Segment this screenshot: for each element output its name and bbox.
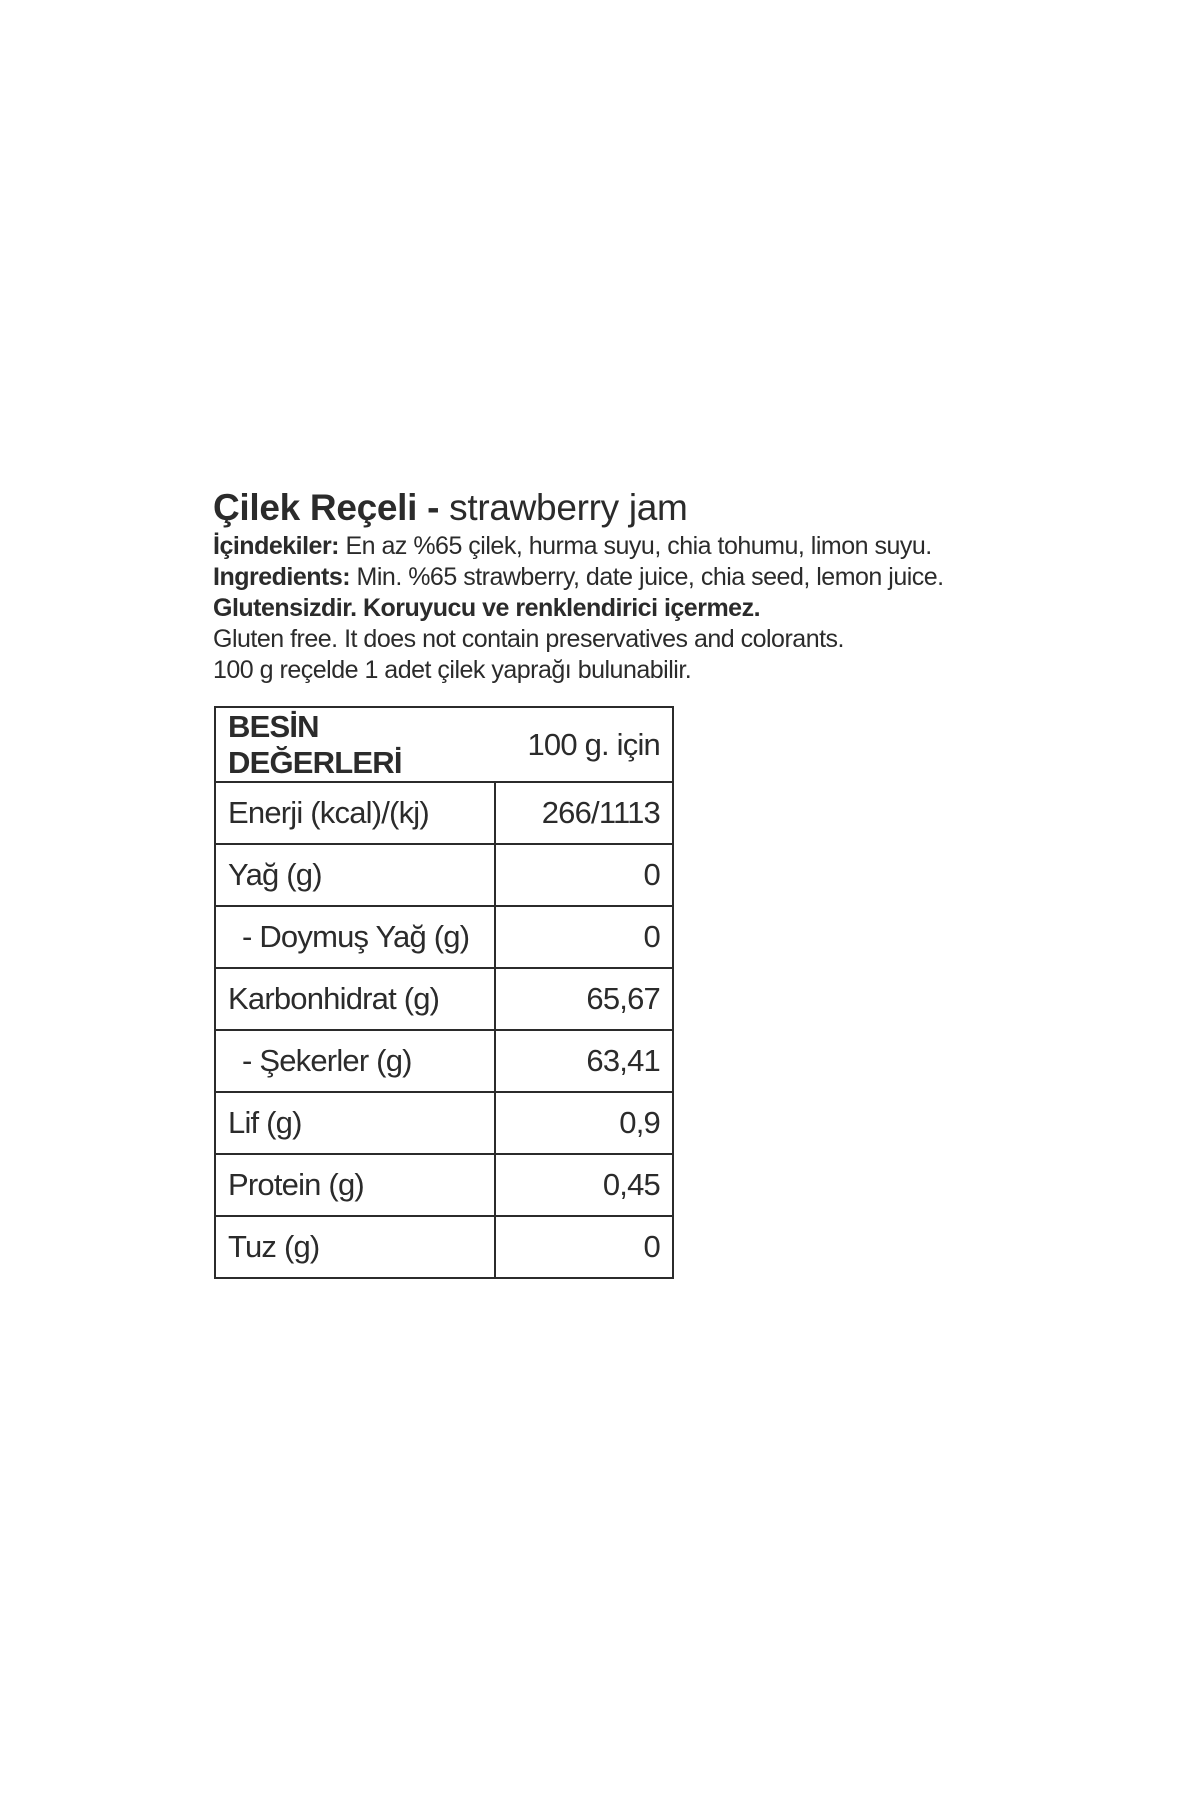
product-name: Çilek Reçeli	[213, 487, 418, 528]
nutrient-label: Karbonhidrat (g)	[215, 968, 495, 1030]
nutrient-label: Enerji (kcal)/(kj)	[215, 782, 495, 844]
ingredients-tr	[213, 531, 1113, 562]
nutrient-value: 0	[495, 906, 673, 968]
product-subtitle: strawberry jam	[449, 487, 688, 528]
nutrient-value: 0	[495, 844, 673, 906]
ingredients-en-label: Ingredients:	[213, 563, 351, 591]
nutrition-header-unit: 100 g. için	[495, 707, 673, 782]
ingredients-en-text: Min. %65 strawberry, date juice, chia seed, lemon juice.	[356, 563, 944, 591]
nutrient-value: 266/1113	[495, 782, 673, 844]
table-row	[215, 1216, 673, 1278]
nutrient-value: 0,9	[495, 1092, 673, 1154]
nutrient-label: Protein (g)	[215, 1154, 495, 1216]
nutrition-header-label: BESİN DEĞERLERİ	[215, 707, 495, 782]
ingredients-tr-text: En az %65 çilek, hurma suyu, chia tohumu, limon suyu.	[345, 532, 932, 560]
title-separator: -	[427, 487, 440, 528]
product-label	[213, 487, 1113, 686]
product-title	[213, 487, 1113, 529]
nutrient-label: Yağ (g)	[215, 844, 495, 906]
table-row	[215, 1030, 673, 1092]
nutrient-label: - Şekerler (g)	[215, 1030, 495, 1092]
nutrient-label: Tuz (g)	[215, 1216, 495, 1278]
nutrient-value: 0	[495, 1216, 673, 1278]
table-row	[215, 968, 673, 1030]
table-row	[215, 782, 673, 844]
gluten-note-en: Gluten free. It does not contain preservatives and colorants.	[213, 625, 844, 653]
table-row	[215, 1154, 673, 1216]
nutrient-label: Lif (g)	[215, 1092, 495, 1154]
table-row	[215, 906, 673, 968]
nutrition-header-row	[215, 707, 673, 782]
nutrient-value: 65,67	[495, 968, 673, 1030]
nutrient-value: 0,45	[495, 1154, 673, 1216]
nutrient-value: 63,41	[495, 1030, 673, 1092]
nutrient-label: - Doymuş Yağ (g)	[215, 906, 495, 968]
table-row	[215, 1092, 673, 1154]
nutrition-table	[214, 706, 674, 1279]
ingredients-en	[213, 562, 1113, 593]
gluten-note-tr: Glutensizdir. Koruyucu ve renklendirici içermez.	[213, 594, 761, 622]
table-row	[215, 844, 673, 906]
ingredients-tr-label: İçindekiler:	[213, 532, 339, 560]
leaf-note: 100 g reçelde 1 adet çilek yaprağı bulunabilir.	[213, 656, 692, 684]
